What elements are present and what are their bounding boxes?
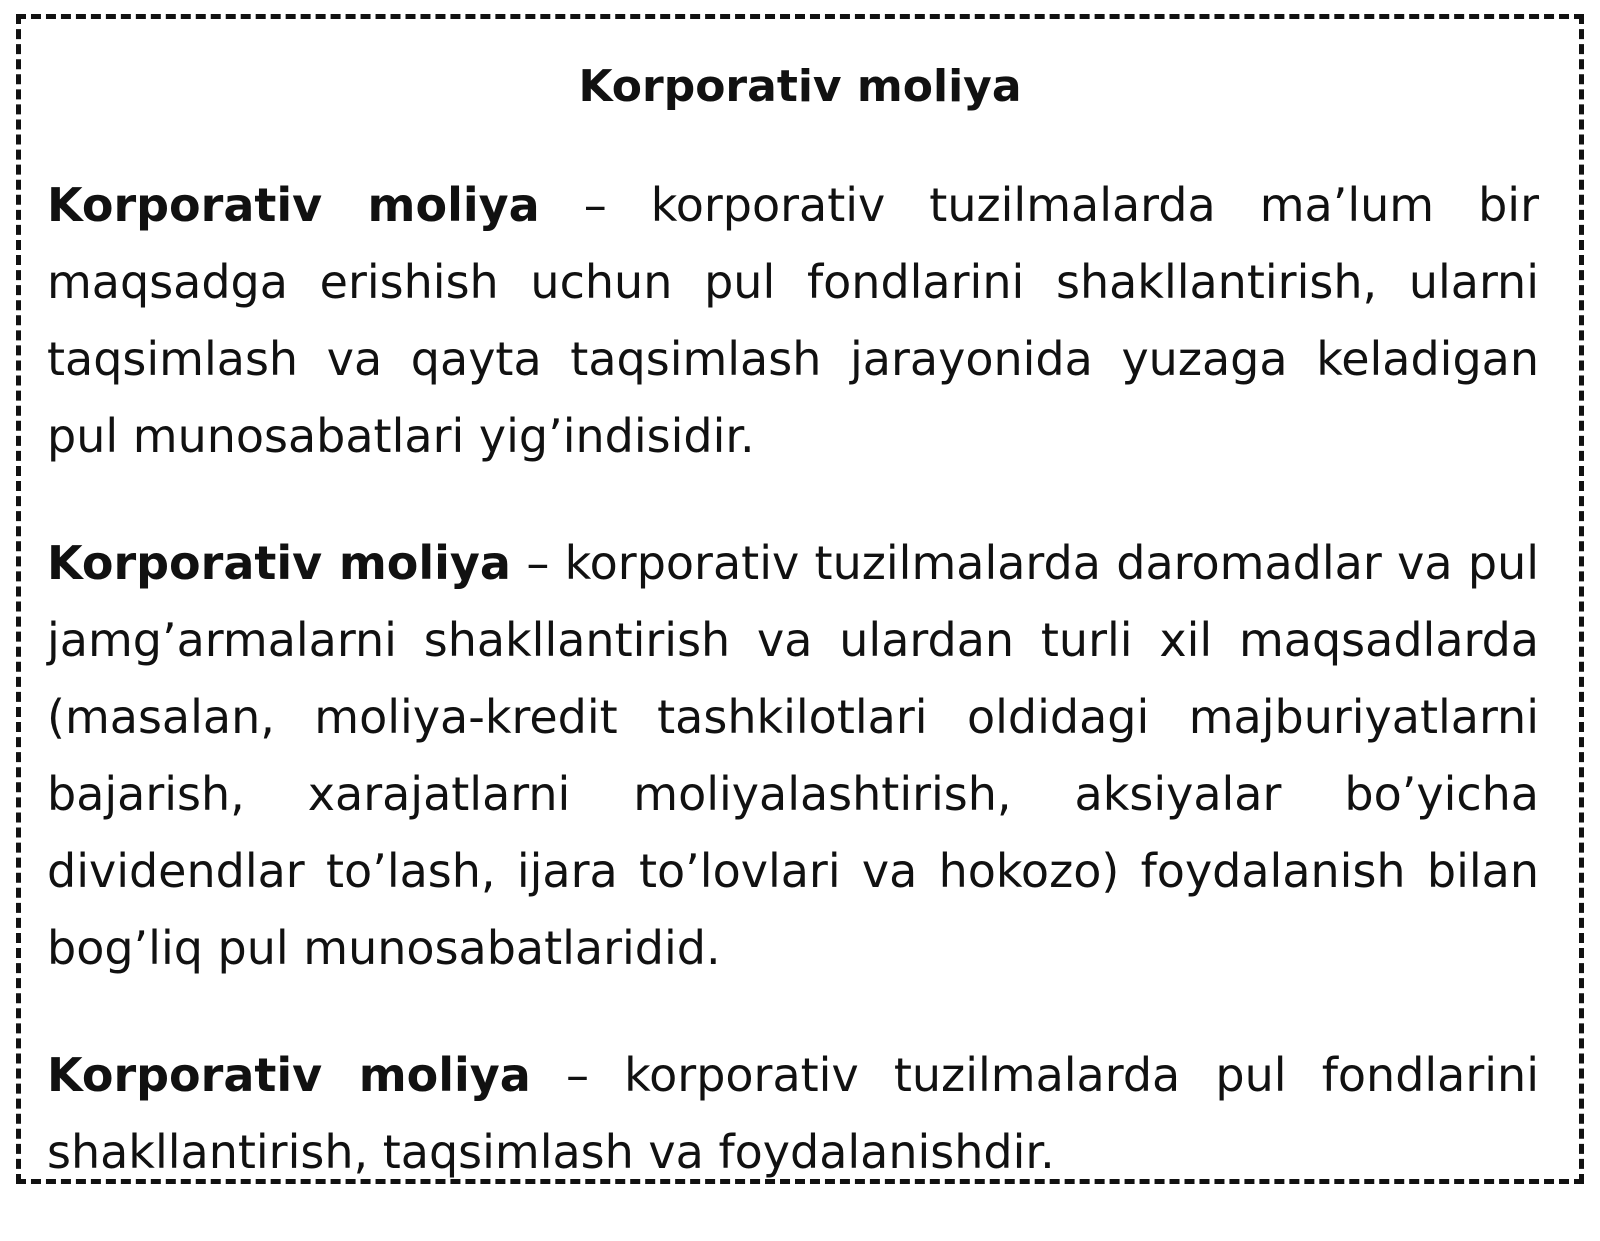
document-title: Korporativ moliya: [578, 61, 1022, 112]
definition-term: Korporativ moliya: [47, 536, 511, 590]
dashed-border-frame: [16, 14, 1584, 1184]
definition-paragraph-2: [47, 525, 1539, 987]
definition-text: – korporativ tuzilmalarda daromadlar va pul jamg’armalarni shakllantirish va ulardan turli xil maqsadlarda (masalan, moliya-kredit tashkilotlari oldidagi majburiyatlarni bajarish, xarajatlarni moliyalashtirish, aksiyalar bo’yicha dividendlar to’lash, ijara to’lovlari va hokozo) foydalanish bilan bog’liq pul munosabatlaridid.: [47, 536, 1540, 975]
definition-term: Korporativ moliya: [47, 178, 540, 232]
definition-paragraph-3: [47, 1037, 1539, 1191]
definition-term: Korporativ moliya: [47, 1048, 531, 1102]
definition-text: – korporativ tuzilmalarda pul fondlarini shakllantirish, taqsimlash va foydalanishdir.: [47, 1048, 1539, 1179]
definition-paragraph-1: [47, 167, 1539, 475]
definition-text: – korporativ tuzilmalarda ma’lum bir maqsadga erishish uchun pul fondlarini shakllantirish, ularni taqsimlash va qayta taqsimlash jarayonida yuzaga keladigan pul munosabatlari yig’indisidir.: [47, 178, 1539, 463]
definitions-list: [47, 167, 1539, 1241]
